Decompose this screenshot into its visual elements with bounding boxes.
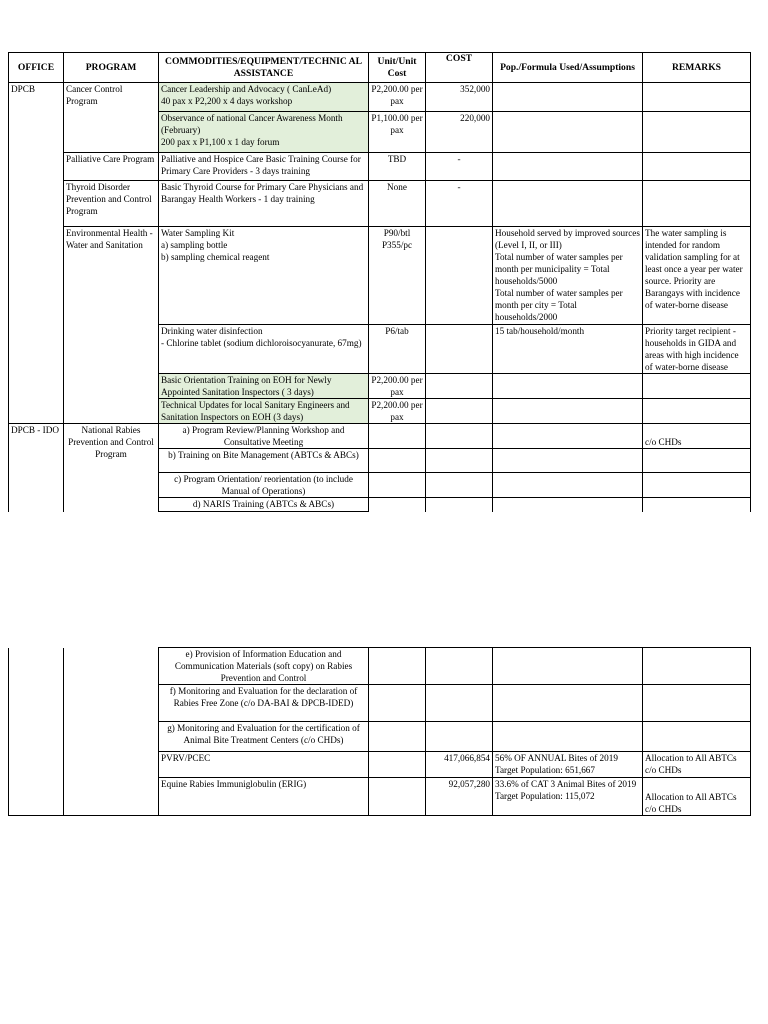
formula-cell [493, 153, 643, 181]
formula-cell: 15 tab/household/month [493, 325, 643, 374]
unit-cost-cell [369, 685, 426, 722]
header-cost: COST [426, 53, 493, 83]
cost-cell: 417,066,854 [426, 752, 493, 778]
table-row [9, 83, 751, 112]
commodity-line: Water Sampling Kit [161, 228, 235, 238]
commodity-cell [159, 112, 369, 153]
cost-cell [426, 374, 493, 424]
table-row [9, 648, 751, 685]
table-row [9, 181, 751, 227]
commodity-cell: Basic Thyroid Course for Primary Care Physicians and Barangay Health Workers - 1 day training [159, 181, 369, 227]
unit-cost-line: P355/pc [381, 240, 413, 250]
cost-cell [426, 473, 493, 498]
commodity-line: a) sampling bottle [161, 240, 228, 250]
program-cell: Cancer Control Program [64, 83, 159, 153]
cost-cell: 220,000 [426, 112, 493, 153]
header-formula: Pop./Formula Used/Assumptions [493, 53, 643, 83]
cost-cell: 92,057,280 [426, 778, 493, 816]
remarks-cell [643, 722, 751, 752]
formula-cell [493, 648, 643, 685]
commodity-line: - Chlorine tablet (sodium dichloroisocyanurate, 67mg) [161, 338, 362, 348]
remarks-cell [643, 153, 751, 181]
budget-table-page-1 [8, 52, 751, 512]
commodity-cell [159, 325, 369, 374]
unit-cost-cell [369, 449, 426, 473]
header-row [9, 53, 751, 83]
remarks-cell: The water sampling is intended for random validation sampling for at least once a year per water source. Priority are Barangays with incidence of water-borne disease [643, 227, 751, 325]
cost-cell [426, 449, 493, 473]
header-program: PROGRAM [64, 53, 159, 83]
formula-cell [493, 227, 643, 325]
unit-cost-cell: P6/tab [369, 325, 426, 374]
unit-cost-cell [369, 722, 426, 752]
unit-cost-cell: None [369, 181, 426, 227]
commodity-cell [159, 374, 369, 424]
commodity-line: Cancer Leadership and Advocacy ( CanLeAd) [161, 84, 332, 94]
header-remarks: REMARKS [643, 53, 751, 83]
commodity-line: Basic Orientation Training on EOH for Newly Appointed Sanitation Inspectors ( 3 days) [159, 374, 368, 399]
program-cell [64, 648, 159, 816]
formula-line: Household served by improved sources (Level I, II, or III) [495, 228, 640, 250]
remarks-cell [643, 685, 751, 722]
commodity-cell: PVRV/PCEC [159, 752, 369, 778]
remarks-cell: Priority target recipient - households in GIDA and areas with high incidence of water-borne disease [643, 325, 751, 374]
unit-cost-cell: TBD [369, 153, 426, 181]
commodity-line: 40 pax x P2,200 x 4 days workshop [161, 96, 293, 106]
cost-cell: - [426, 181, 493, 227]
unit-cost-cell [369, 498, 426, 512]
program-cell: National Rabies Prevention and Control Program [64, 424, 159, 512]
remarks-cell [643, 112, 751, 153]
commodity-cell: c) Program Orientation/ reorientation (to include Manual of Operations) [159, 473, 369, 498]
unit-cost-cell [369, 648, 426, 685]
remarks-cell [643, 752, 751, 778]
formula-line: Target Population: 115,072 [495, 791, 595, 801]
remarks-cell [643, 83, 751, 112]
commodity-line: b) sampling chemical reagent [161, 252, 270, 262]
formula-cell [493, 473, 643, 498]
remarks-cell [643, 648, 751, 685]
commodity-line: 200 pax x P1,100 x 1 day forum [161, 137, 280, 147]
cost-cell [426, 498, 493, 512]
commodity-cell [159, 83, 369, 112]
remarks-cell [643, 473, 751, 498]
unit-cost-cell: P2,200.00 per pax [369, 83, 426, 112]
commodity-cell: Equine Rabies Immuniglobulin (ERIG) [159, 778, 369, 816]
formula-cell [493, 778, 643, 816]
formula-cell [493, 722, 643, 752]
unit-cost-line: P2,200.00 per pax [369, 374, 425, 399]
unit-cost-cell [369, 374, 426, 424]
remarks-line: Allocation to All ABTCs [645, 792, 737, 802]
table-row [9, 153, 751, 181]
formula-line: Total number of water samples per month per municipality = Total households/5000 [495, 252, 623, 286]
unit-cost-line: P90/btl [383, 228, 411, 238]
formula-line: 56% OF ANNUAL Bites of 2019 [495, 753, 618, 763]
commodity-line: Drinking water disinfection [161, 326, 263, 336]
commodity-line: Technical Updates for local Sanitary Engineers and Sanitation Inspectors on EOH (3 days) [161, 400, 350, 422]
cost-cell [426, 325, 493, 374]
formula-cell [493, 374, 643, 424]
formula-cell [493, 424, 643, 449]
unit-cost-cell [369, 778, 426, 816]
unit-cost-cell [369, 473, 426, 498]
formula-line: 33.6% of CAT 3 Animal Bites of 2019 [495, 779, 637, 789]
office-cell [9, 648, 64, 816]
unit-cost-line: P2,200.00 per pax [371, 400, 423, 422]
formula-cell [493, 112, 643, 153]
cost-cell [426, 722, 493, 752]
header-commodities: COMMODITIES/EQUIPMENT/TECHNIC AL ASSISTANCE [159, 53, 369, 83]
formula-line: Total number of water samples per month per city = Total households/2000 [495, 288, 623, 322]
program-cell: Thyroid Disorder Prevention and Control Program [64, 181, 159, 227]
commodity-cell: b) Training on Bite Management (ABTCs & ABCs) [159, 449, 369, 473]
budget-table-page-2 [8, 647, 751, 816]
formula-cell [493, 449, 643, 473]
cost-cell [426, 227, 493, 325]
cost-cell: - [426, 153, 493, 181]
table-row [9, 424, 751, 449]
commodity-cell [159, 227, 369, 325]
header-office: OFFICE [9, 53, 64, 83]
unit-cost-cell [369, 752, 426, 778]
unit-cost-cell [369, 424, 426, 449]
program-cell: Environmental Health - Water and Sanitation [64, 227, 159, 424]
remarks-cell [643, 449, 751, 473]
remarks-line: Allocation to All ABTCs [645, 753, 737, 763]
remarks-line: c/o CHDs [645, 804, 682, 814]
commodity-cell: a) Program Review/Planning Workshop and Consultative Meeting [159, 424, 369, 449]
remarks-cell [643, 498, 751, 512]
commodity-cell: Palliative and Hospice Care Basic Training Course for Primary Care Providers - 3 days training [159, 153, 369, 181]
cost-cell [426, 648, 493, 685]
remarks-line: c/o CHDs [645, 765, 682, 775]
formula-cell [493, 498, 643, 512]
program-cell: Palliative Care Program [64, 153, 159, 181]
remarks-cell: c/o CHDs [643, 424, 751, 449]
unit-cost-cell [369, 227, 426, 325]
table-row [9, 227, 751, 325]
remarks-cell [643, 778, 751, 816]
commodity-cell: f) Monitoring and Evaluation for the declaration of Rabies Free Zone (c/o DA-BAI & DPCB-IDED) [159, 685, 369, 722]
commodity-cell: e) Provision of Information Education and Communication Materials (soft copy) on Rabies Prevention and Control [159, 648, 369, 685]
commodity-cell: d) NARIS Training (ABTCs & ABCs) [159, 498, 369, 512]
unit-cost-cell: P1,100.00 per pax [369, 112, 426, 153]
cost-cell [426, 685, 493, 722]
remarks-cell [643, 181, 751, 227]
office-cell: DPCB - IDO [9, 424, 64, 512]
office-cell: DPCB [9, 83, 64, 424]
header-unit-cost: Unit/Unit Cost [369, 53, 426, 83]
cost-cell: 352,000 [426, 83, 493, 112]
commodity-line: Observance of national Cancer Awareness Month (February) [161, 113, 343, 135]
commodity-cell: g) Monitoring and Evaluation for the certification of Animal Bite Treatment Centers (c/o CHDs) [159, 722, 369, 752]
formula-cell [493, 83, 643, 112]
formula-line: Target Population: 651,667 [495, 765, 595, 775]
remarks-cell [643, 374, 751, 424]
cost-cell [426, 424, 493, 449]
formula-cell [493, 181, 643, 227]
formula-cell [493, 685, 643, 722]
formula-cell [493, 752, 643, 778]
